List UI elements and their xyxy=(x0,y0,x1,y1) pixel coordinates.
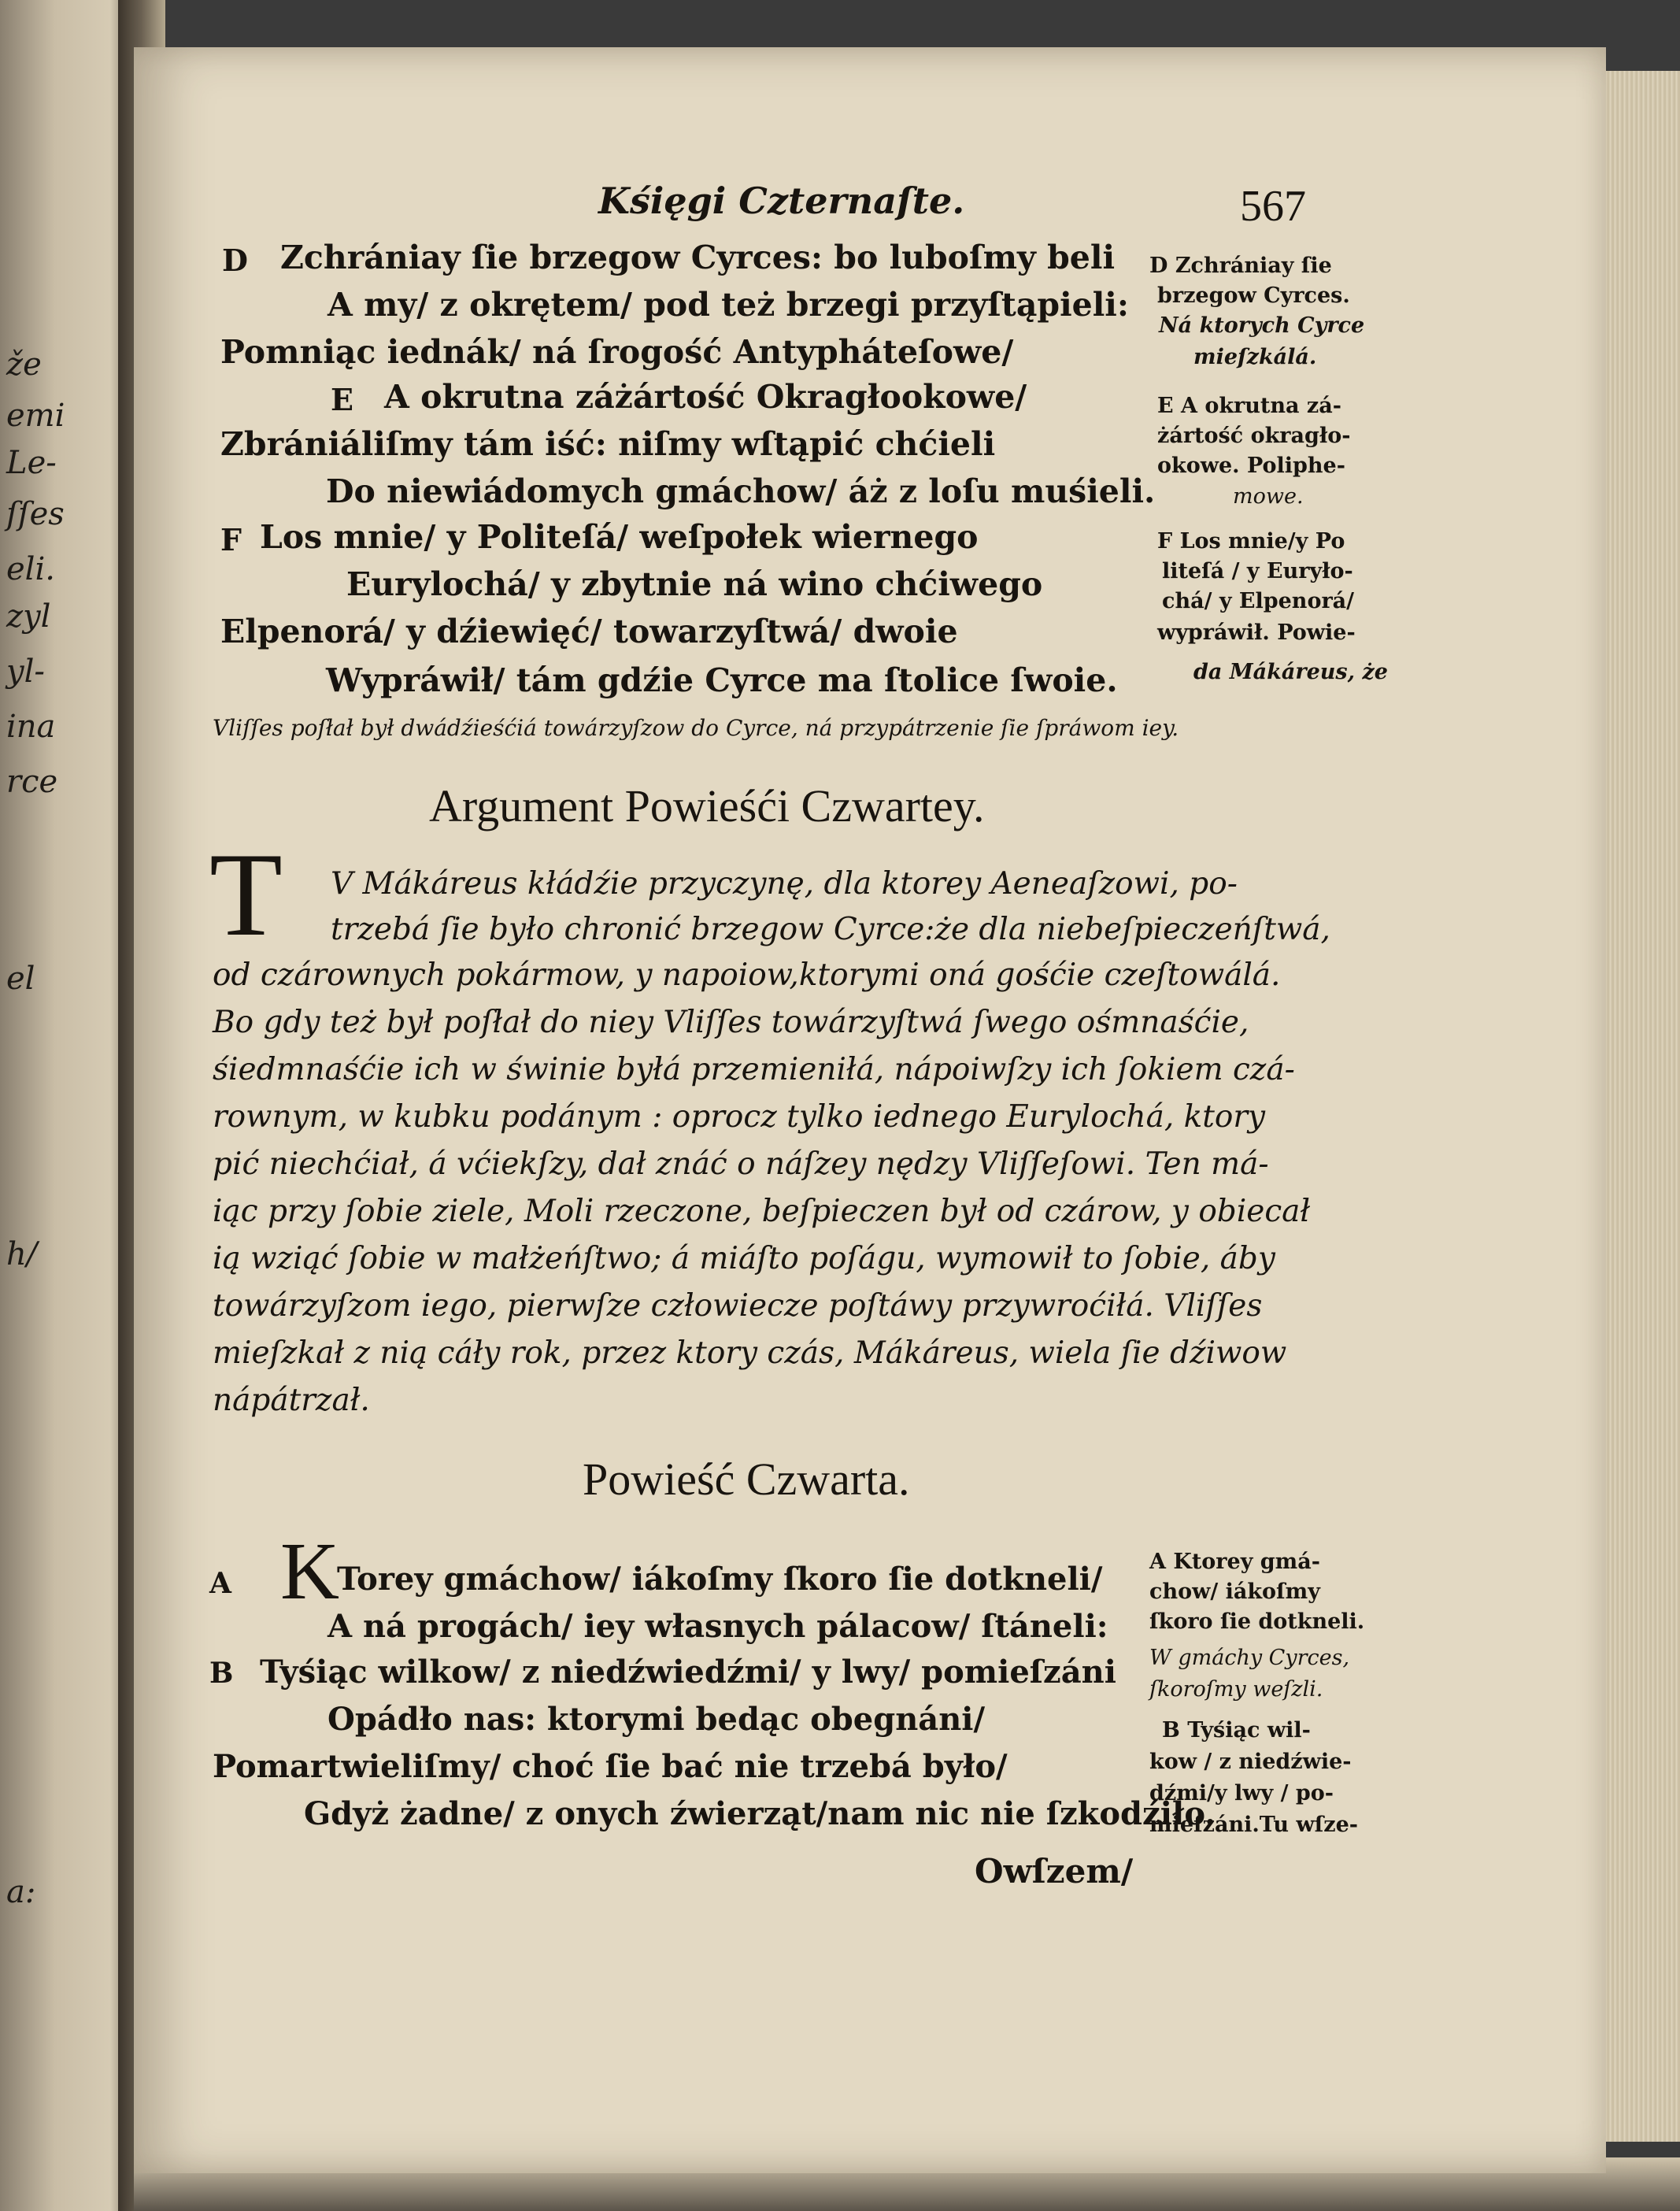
catchword: Owſzem/ xyxy=(975,1852,1134,1891)
left-fragment: ſſes xyxy=(6,496,65,532)
argument-line: ią wziąć ſobie w małżeńſtwo; á miáſto poſágu, wymowił to ſobie, áby xyxy=(213,1241,1275,1276)
argument-line: Bo gdy też był poſłał do niey Vliſſes towárzyſtwá ſwego ośmnaśćie, xyxy=(213,1005,1249,1040)
verse-line: Gdyż żadne/ z onych źwierząt/nam nic nie ſzkodźiło. xyxy=(304,1795,1216,1832)
margin-note-line: brzegow Cyrces. xyxy=(1157,283,1350,308)
argument-line: trzebá ſie było chronić brzegow Cyrce:że dla niebeſpieczeńſtwá, xyxy=(331,912,1330,947)
left-fragment: rce xyxy=(6,764,58,800)
left-fragment: Le- xyxy=(6,445,57,481)
margin-note-line: da Mákáreus, że xyxy=(1193,660,1388,684)
argument-line: V Mákáreus kłádźie przyczynę, dla ktorey Aeneaſzowi, po- xyxy=(331,866,1238,902)
verse-line: Opádło nas: ktorymi bedąc obegnáni/ xyxy=(327,1701,986,1738)
verse-line: Zchrániay ſie brzegow Cyrces: bo luboſmy beli xyxy=(280,239,1116,276)
verse-mark: F xyxy=(220,522,242,557)
verse-line: Torey gmáchow/ iákoſmy ſkoro ſie dotkneli/ xyxy=(337,1561,1103,1598)
margin-note-line: okowe. Poliphe- xyxy=(1157,454,1345,478)
margin-note-line: mieſzáni.Tu wſze- xyxy=(1149,1813,1358,1837)
argument-heading: Argument Powieśći Czwartey. xyxy=(429,780,985,831)
left-fragment: el xyxy=(6,961,35,997)
margin-note-line: F Los mnie/y Po xyxy=(1157,529,1345,554)
margin-note-line: kow / z niedźwie- xyxy=(1149,1750,1352,1774)
margin-note-line: liteſá / y Euryło- xyxy=(1162,559,1353,583)
margin-note-line: A Ktorey gmá- xyxy=(1149,1550,1320,1574)
argument-line: mieſzkał z nią cáły rok, przez ktory czás, Mákáreus, wiela ſie dźiwow xyxy=(213,1335,1287,1371)
left-fragment: že xyxy=(6,346,42,383)
argument-line: od czárownych pokármow, y napoiow,ktorymi oná gośćie czeſtowálá. xyxy=(213,957,1281,993)
verse-line: Zbrániáliſmy tám iść: niſmy wſtąpić chćieli xyxy=(220,425,996,463)
margin-note-line: E A okrutna zá- xyxy=(1157,394,1341,418)
verse-line: Tyśiąc wilkow/ z niedźwiedźmi/ y lwy/ pomieſzáni xyxy=(260,1654,1116,1691)
left-fragment: yl- xyxy=(6,654,45,690)
argument-line: iąc przy ſobie ziele, Moli rzeczone, beſpieczen był od czárow, y obiecał xyxy=(213,1194,1311,1229)
left-fragment: emi xyxy=(6,398,65,434)
left-fragment: ina xyxy=(6,709,56,745)
verse-line: Pomniąc iednák/ ná ſrogość Antypháteſowe/ xyxy=(220,333,1014,371)
verse-mark: E xyxy=(331,382,353,417)
argument-line: nápátrzał. xyxy=(213,1383,370,1418)
verse-line: A ná progách/ iey własnych pálacow/ ſtáneli: xyxy=(327,1608,1108,1645)
powiesc-heading: Powieść Czwarta. xyxy=(583,1454,910,1505)
verse-mark: D xyxy=(222,243,248,278)
verse-mark: A xyxy=(209,1567,231,1600)
margin-note-line: żártość okragło- xyxy=(1157,424,1351,448)
argument-line: śiedmnaśćie ich w świnie byłá przemieniłá, nápoiwſzy ich ſokiem czá- xyxy=(213,1052,1295,1087)
verse-note: Vliſſes poſłał był dwádźieśćiá towárzyſzow do Cyrce, ná przypátrzenie ſie ſpráwom iey. xyxy=(213,715,1179,741)
argument-line: rownym, w kubku podánym : oprocz tylko iednego Eurylochá, ktory xyxy=(213,1099,1266,1135)
margin-note-line: dźmi/y lwy / po- xyxy=(1149,1781,1334,1805)
verse-line: Do niewiádomych gmáchow/ áż z loſu muśieli. xyxy=(326,472,1156,510)
verse-initial: K xyxy=(280,1526,340,1617)
margin-note-line: mieſzkálá. xyxy=(1193,345,1317,369)
left-fragment: a: xyxy=(6,1874,36,1910)
margin-note-line: ſkoro ſie dotkneli. xyxy=(1149,1609,1365,1634)
page-number: 567 xyxy=(1240,182,1306,231)
running-head: Kśięgi Czternaſte. xyxy=(598,180,965,222)
argument-line: towárzyſzom iego, pierwſze człowiecze poſtáwy przywroćiłá. Vliſſes xyxy=(213,1288,1263,1324)
margin-note-line: chá/ y Elpenorá/ xyxy=(1162,589,1355,613)
verse-line: A my/ z okrętem/ pod też brzegi przyſtąpieli: xyxy=(327,286,1130,324)
left-fragment: eli. xyxy=(6,551,55,587)
margin-note-line: chow/ iákoſmy xyxy=(1149,1580,1320,1604)
left-fragment: zyl xyxy=(6,598,51,635)
page-fore-edge xyxy=(1606,71,1680,2142)
left-page xyxy=(0,0,138,2211)
margin-note-line: D Zchrániay ſie xyxy=(1149,254,1332,278)
verse-line: Wypráwił/ tám gdźie Cyrce ma ſtolice ſwoie. xyxy=(326,661,1118,699)
margin-note-line: B Tyśiąc wil- xyxy=(1162,1718,1311,1743)
drop-cap: T xyxy=(209,828,283,961)
margin-note-line: Ná ktorych Cyrce xyxy=(1159,313,1365,338)
right-page xyxy=(134,47,1606,2173)
margin-note-line: wypráwił. Powie- xyxy=(1157,620,1356,645)
verse-line: Elpenorá/ y dźiewięć/ towarzyſtwá/ dwoie xyxy=(220,613,958,650)
margin-note-line: W gmáchy Cyrces, xyxy=(1149,1646,1350,1670)
verse-line: Los mnie/ y Politeſá/ weſpołek wiernego xyxy=(260,518,979,556)
verse-line: Pomartwieliſmy/ choć ſie bać nie trzebá było/ xyxy=(213,1748,1008,1785)
margin-note-line: mowe. xyxy=(1233,484,1304,509)
verse-line: Eurylochá/ y zbytnie ná wino chćiwego xyxy=(346,565,1043,603)
argument-line: pić niechćiał, á vćiekſzy, dał znáć o náſzey nędzy Vliſſeſowi. Ten má- xyxy=(213,1146,1269,1182)
left-fragment: h/ xyxy=(6,1236,38,1272)
margin-note-line: ſkoroſmy weſzli. xyxy=(1149,1677,1323,1702)
verse-line: A okrutna záżártość Okragłookowe/ xyxy=(384,378,1027,416)
verse-mark: B xyxy=(209,1657,234,1690)
